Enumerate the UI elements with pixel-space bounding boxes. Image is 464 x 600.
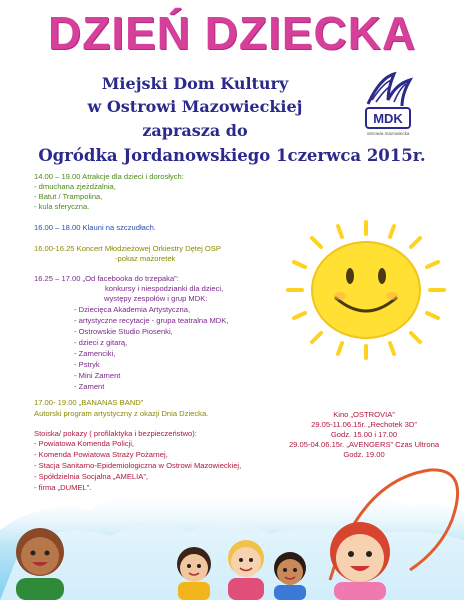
poster-title: DZIEŃ DZIECKA — [47, 7, 417, 59]
cinema-line: Godz. 15.00 i 17.00 — [330, 430, 398, 439]
ensemble-item: - artystyczne recytacje - grupa teatralna MDK, — [74, 316, 229, 325]
mdk-logo — [358, 70, 418, 140]
logo-subtext: ostrowia.mazowiecka — [366, 131, 410, 136]
stands-item: - Stacja Sanitarno-Epidemiologiczna w Ostrowi Mazowieckiej, — [34, 461, 242, 470]
schedule-4-heading: 16.25 – 17.00 „Od facebooka do trzepaka”: — [34, 274, 179, 283]
ensemble-item: - Mini Zament — [74, 371, 121, 380]
schedule-1-item: - Batut / Trampolina, — [34, 192, 103, 201]
cinema-line: 29.05-04.06.15r. „AVENGERS” Czas Ultrona — [288, 440, 440, 449]
stands-item: - Komenda Powiatowa Straży Pożarnej, — [34, 450, 168, 459]
schedule-5-heading: 17.00- 19.00 „BANANAS BAND” — [34, 398, 144, 407]
stands-heading: Stoiska/ pokazy ( profilaktyka i bezpieczeństwo): — [34, 429, 197, 438]
schedule-3-sub: -pokaz mażoretek — [115, 254, 176, 263]
cinema-line: 29.05-11.06.15r. „Rechotek 3D” — [311, 420, 417, 429]
ensemble-item: - Pstryk — [74, 360, 100, 369]
header-line-2: w Ostrowi Mazowieckiej — [87, 97, 303, 116]
schedule-2: 16.00 – 18.00 Klauni na szczudłach. — [34, 223, 157, 232]
schedule-1-item: - dmuchana zjeżdżalnia, — [34, 182, 116, 191]
header-line-3: zaprasza do — [142, 121, 248, 140]
schedule-4-sub: konkursy i niespodzianki dla dzieci, — [105, 284, 224, 293]
ensemble-item: - Dziecięca Akademia Artystyczna, — [74, 305, 191, 314]
cinema-heading: Kino „OSTROVIA” — [333, 410, 395, 419]
schedule-1-heading: 14.00 – 19.00 Atrakcje dla dzieci i dorosłych: — [34, 172, 184, 181]
cinema-line: Godz. 19.00 — [343, 450, 385, 459]
kids-illustration — [0, 440, 464, 600]
sun-illustration — [278, 218, 454, 362]
schedule-3-heading: 16.00-16.25 Koncert Młodzieżowej Orkiestry Dętej OSP — [34, 244, 221, 253]
schedule-1-item: - kula sferyczna. — [34, 202, 90, 211]
stands-item: - Powiatowa Komenda Policji, — [34, 439, 135, 448]
kid-figure — [228, 540, 264, 600]
kid-figure — [177, 547, 211, 600]
header-line-4: Ogródka Jordanowskiego 1czerwca 2015r. — [38, 146, 426, 165]
schedule-5-sub: Autorski program artystyczny z okazji Dnia Dziecka. — [34, 409, 209, 418]
stands-item: - Spółdzielnia Socjalna „AMELIA”, — [34, 472, 148, 481]
stands-item: - firma „DUMEL”. — [34, 483, 92, 492]
kid-figure — [16, 528, 64, 600]
header-line-1: Miejski Dom Kultury — [101, 74, 289, 93]
ensemble-item: - Zament — [74, 382, 105, 391]
schedule-4-sub: występy zespołów i grup MDK: — [104, 294, 208, 303]
ensemble-item: - Zamenciki, — [74, 349, 116, 358]
logo-text: MDK — [373, 111, 403, 126]
kid-figure — [274, 552, 306, 600]
ensemble-item: - dzieci z gitarą, — [74, 338, 128, 347]
ensemble-item: - Ostrowskie Studio Piosenki, — [74, 327, 173, 336]
kid-figure — [330, 522, 390, 600]
